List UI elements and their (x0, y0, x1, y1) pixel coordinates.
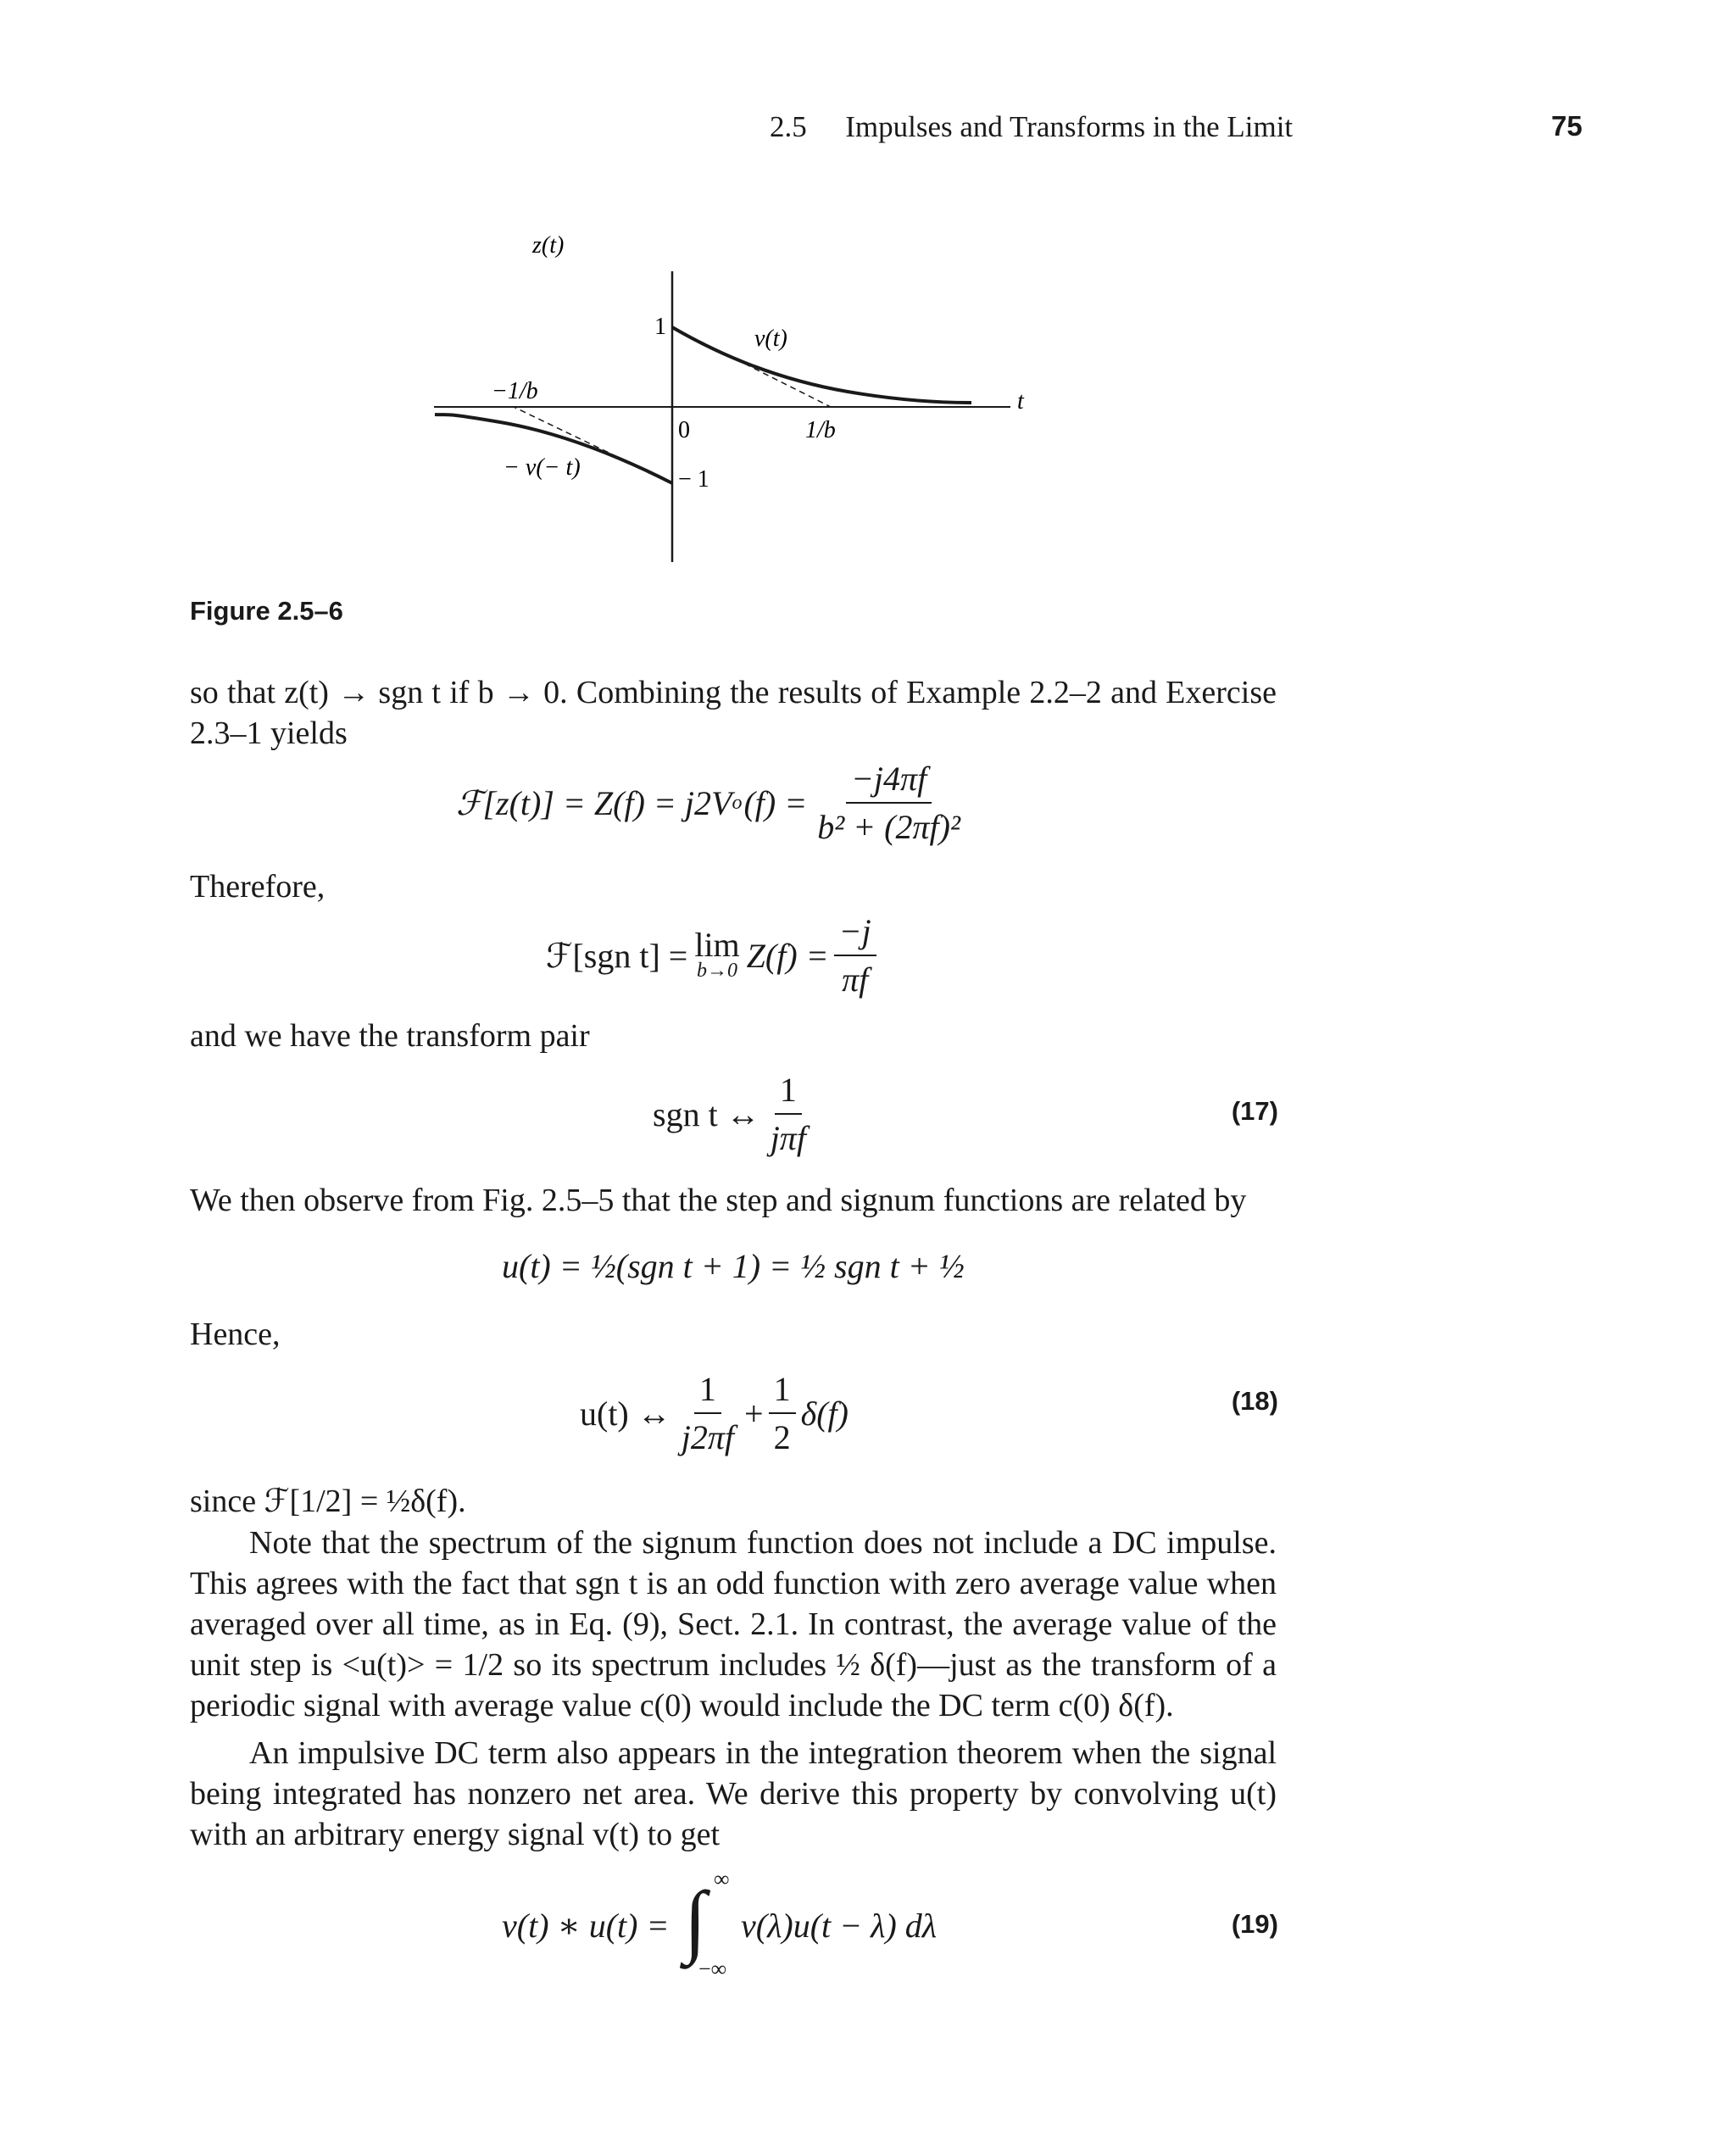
equation-17-number: (17) (1231, 1096, 1278, 1126)
figure-caption: Figure 2.5–6 (190, 596, 343, 626)
section-number: 2.5 (770, 110, 807, 143)
label-one: 1 (654, 314, 666, 340)
label-neg-v: − v(− t) (504, 454, 581, 481)
eq19-upper: ∞ (714, 1867, 730, 1891)
eq19-lhs: v(t) ∗ u(t) = (502, 1907, 670, 1945)
eq18-tail: δ(f) (800, 1394, 849, 1433)
eq17-num: 1 (775, 1070, 802, 1115)
eq-sgn-num: −j (834, 911, 876, 956)
section-title: Impulses and Transforms in the Limit (845, 110, 1294, 143)
since-text: since ℱ[1/2] = ½δ(f). (190, 1484, 466, 1519)
integral-sign: ∫ (684, 1874, 707, 1965)
eq18-plus: + (744, 1394, 764, 1433)
eq18-lhs: u(t) ↔ (580, 1394, 671, 1433)
label-v: v(t) (754, 326, 787, 352)
eq-sgn-fraction (834, 911, 876, 999)
eq18-num2: 1 (769, 1369, 796, 1414)
eq-sgn-den: πf (842, 960, 869, 999)
therefore-text: Therefore, (190, 869, 326, 905)
figure-2-5-6 (407, 229, 1051, 568)
eq18-den: j2πf (681, 1418, 735, 1456)
running-header (770, 110, 1293, 144)
eq18-fraction-2 (769, 1369, 796, 1457)
eq17-fraction (765, 1070, 811, 1158)
hence-text: Hence, (190, 1317, 281, 1352)
label-inv-b: 1/b (805, 417, 836, 443)
eq18-fraction (676, 1369, 739, 1457)
equation-sgn-transform (546, 911, 882, 999)
eq-z-num: −j4πf (846, 759, 932, 804)
paragraph-intro: so that z(t) → sgn t if b → 0. Combining the results of Example 2.2–2 and Exercise 2.3–1 yields (190, 675, 1277, 751)
eq18-den2: 2 (773, 1418, 791, 1456)
equation-z-transform (456, 759, 971, 847)
eq19-lower: −∞ (698, 1957, 727, 1981)
label-t: t (1017, 388, 1024, 415)
label-z: z(t) (532, 232, 565, 259)
eq17-den: jπf (770, 1119, 806, 1157)
observe-text: We then observe from Fig. 2.5–5 that the step and signum functions are related by (190, 1183, 1247, 1218)
paragraph-integration: An impulsive DC term also appears in the integration theorem when the signal being integrated has nonzero net area. We derive this property by convolving u(t) with an arbitrary energy signal v(t) to get (190, 1735, 1277, 1852)
equation-step-signum: u(t) = ½(sgn t + 1) = ½ sgn t + ½ (502, 1247, 965, 1285)
eq19-integrand: v(λ)u(t − λ) dλ (741, 1907, 938, 1945)
equation-18 (580, 1369, 849, 1457)
transform-pair-text: and we have the transform pair (190, 1018, 590, 1054)
eq-z-sub: o (732, 791, 743, 814)
v-curve (672, 327, 971, 403)
equation-18-number: (18) (1231, 1386, 1278, 1416)
paragraph-signum: Note that the spectrum of the signum function does not include a DC impulse. This agrees with the fact that sgn t is an odd function with zero average value when averaged over all time, as in Eq. (9), Sect. 2.1. In contrast, the average value of the unit step is <u(t)> = 1/2 so its spectrum includes ½ δ(f)—just as the transform of a periodic signal with average value c(0) would include the DC term c(0) δ(f). (190, 1525, 1277, 1723)
eq-sgn-lhs: ℱ[sgn t] = (546, 936, 688, 975)
eq-sgn-limit (694, 926, 740, 982)
page-number: 75 (1551, 110, 1583, 142)
equation-17 (653, 1070, 816, 1158)
eq-z-mid: (f) = (743, 783, 808, 822)
eq-sgn-lim: lim (694, 926, 740, 964)
label-zero: 0 (678, 417, 690, 443)
eq17-lhs: sgn t ↔ (653, 1094, 760, 1133)
eq-sgn-mid: Z(f) = (746, 936, 829, 975)
eq-z-den: b² + (2πf)² (817, 808, 960, 846)
label-neg-inv-b: −1/b (492, 378, 538, 404)
equation-19 (502, 1865, 1027, 1984)
eq-sgn-limsub: b→0 (697, 960, 737, 982)
eq-z-fraction (812, 759, 965, 847)
label-neg-one: − 1 (678, 466, 709, 493)
eq-z-lhs: ℱ[z(t)] = Z(f) = j2V (456, 783, 732, 822)
eq18-num: 1 (694, 1369, 721, 1414)
equation-19-number: (19) (1231, 1909, 1278, 1939)
